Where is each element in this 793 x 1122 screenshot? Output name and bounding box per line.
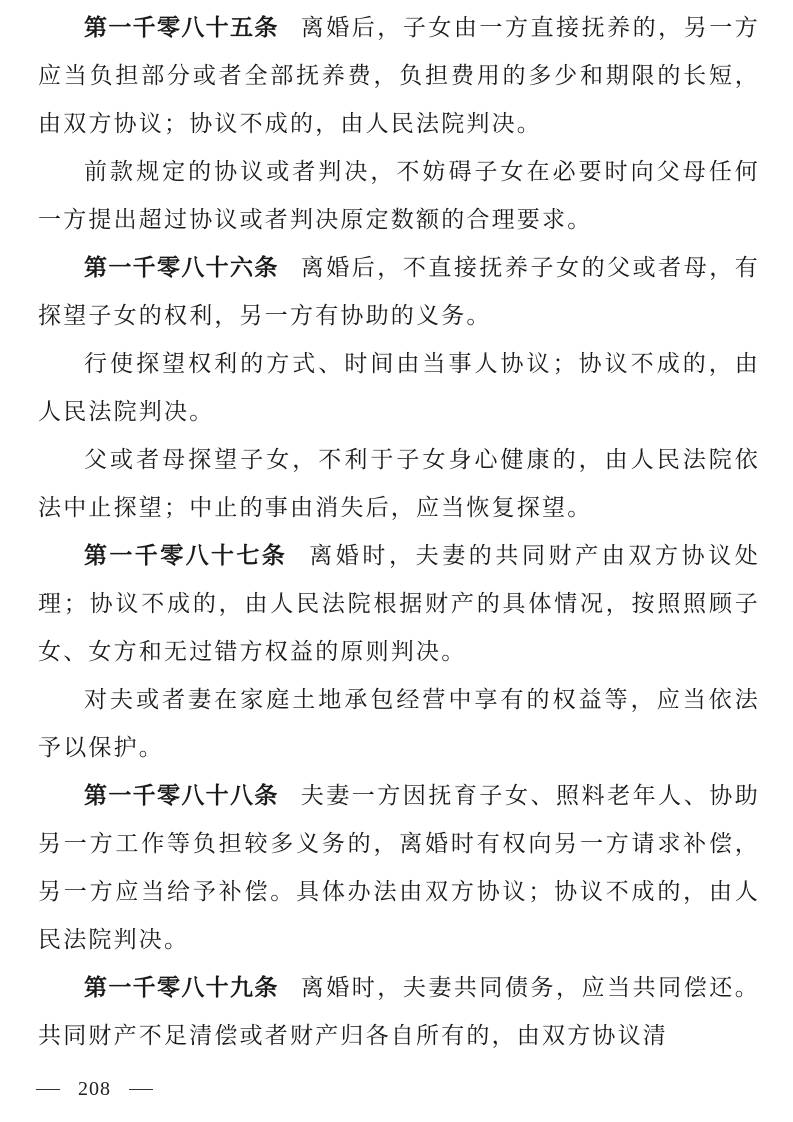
article-1085-text-1: 离婚后，子女由一方直接抚养的，另一方应当负担部分或者全部抚养费，负担费用的多少和期限的长短，由双方协议；协议不成的，由人民法院判决。 bbox=[38, 15, 760, 137]
article-1087-para-2: 对夫或者妻在家庭土地承包经营中享有的权益等，应当依法予以保护。 bbox=[38, 687, 760, 761]
article-1085-heading: 第一千零八十五条 bbox=[84, 15, 279, 41]
article-1087-para-1 bbox=[38, 532, 760, 676]
article-1086-text-1: 离婚后，不直接抚养子女的父或者母，有探望子女的权利，另一方有协助的义务。 bbox=[38, 255, 760, 329]
article-1086-heading: 第一千零八十六条 bbox=[84, 255, 279, 281]
article-1086-para-1 bbox=[38, 244, 760, 340]
article-1089-para-1 bbox=[38, 964, 760, 1060]
footer-dash-right bbox=[129, 1089, 153, 1090]
article-1086-para-2: 行使探望权利的方式、时间由当事人协议；协议不成的，由人民法院判决。 bbox=[38, 351, 760, 425]
article-1089-text-1: 离婚时，夫妻共同债务，应当共同偿还。共同财产不足清偿或者财产归各自所有的，由双方协议清 bbox=[38, 975, 760, 1049]
page-number: 208 bbox=[78, 1078, 111, 1100]
article-1085-para-1 bbox=[38, 4, 760, 148]
article-1088-para-1 bbox=[38, 772, 760, 964]
article-1087-text-1: 离婚时，夫妻的共同财产由双方协议处理；协议不成的，由人民法院根据财产的具体情况，按照照顾子女、女方和无过错方权益的原则判决。 bbox=[38, 543, 760, 665]
document-page bbox=[38, 4, 760, 1060]
article-1088-text-1: 夫妻一方因抚育子女、照料老年人、协助另一方工作等负担较多义务的，离婚时有权向另一方请求补偿，另一方应当给予补偿。具体办法由双方协议；协议不成的，由人民法院判决。 bbox=[38, 783, 760, 953]
article-1089-heading: 第一千零八十九条 bbox=[84, 975, 279, 1001]
article-1088-heading: 第一千零八十八条 bbox=[84, 783, 279, 809]
article-1086-para-3: 父或者母探望子女，不利于子女身心健康的，由人民法院依法中止探望；中止的事由消失后，应当恢复探望。 bbox=[38, 447, 760, 521]
article-1085-para-2: 前款规定的协议或者判决，不妨碍子女在必要时向父母任何一方提出超过协议或者判决原定数额的合理要求。 bbox=[38, 159, 760, 233]
article-1087-heading: 第一千零八十七条 bbox=[84, 543, 288, 569]
footer-dash-left bbox=[36, 1089, 60, 1090]
page-footer bbox=[36, 1078, 153, 1101]
